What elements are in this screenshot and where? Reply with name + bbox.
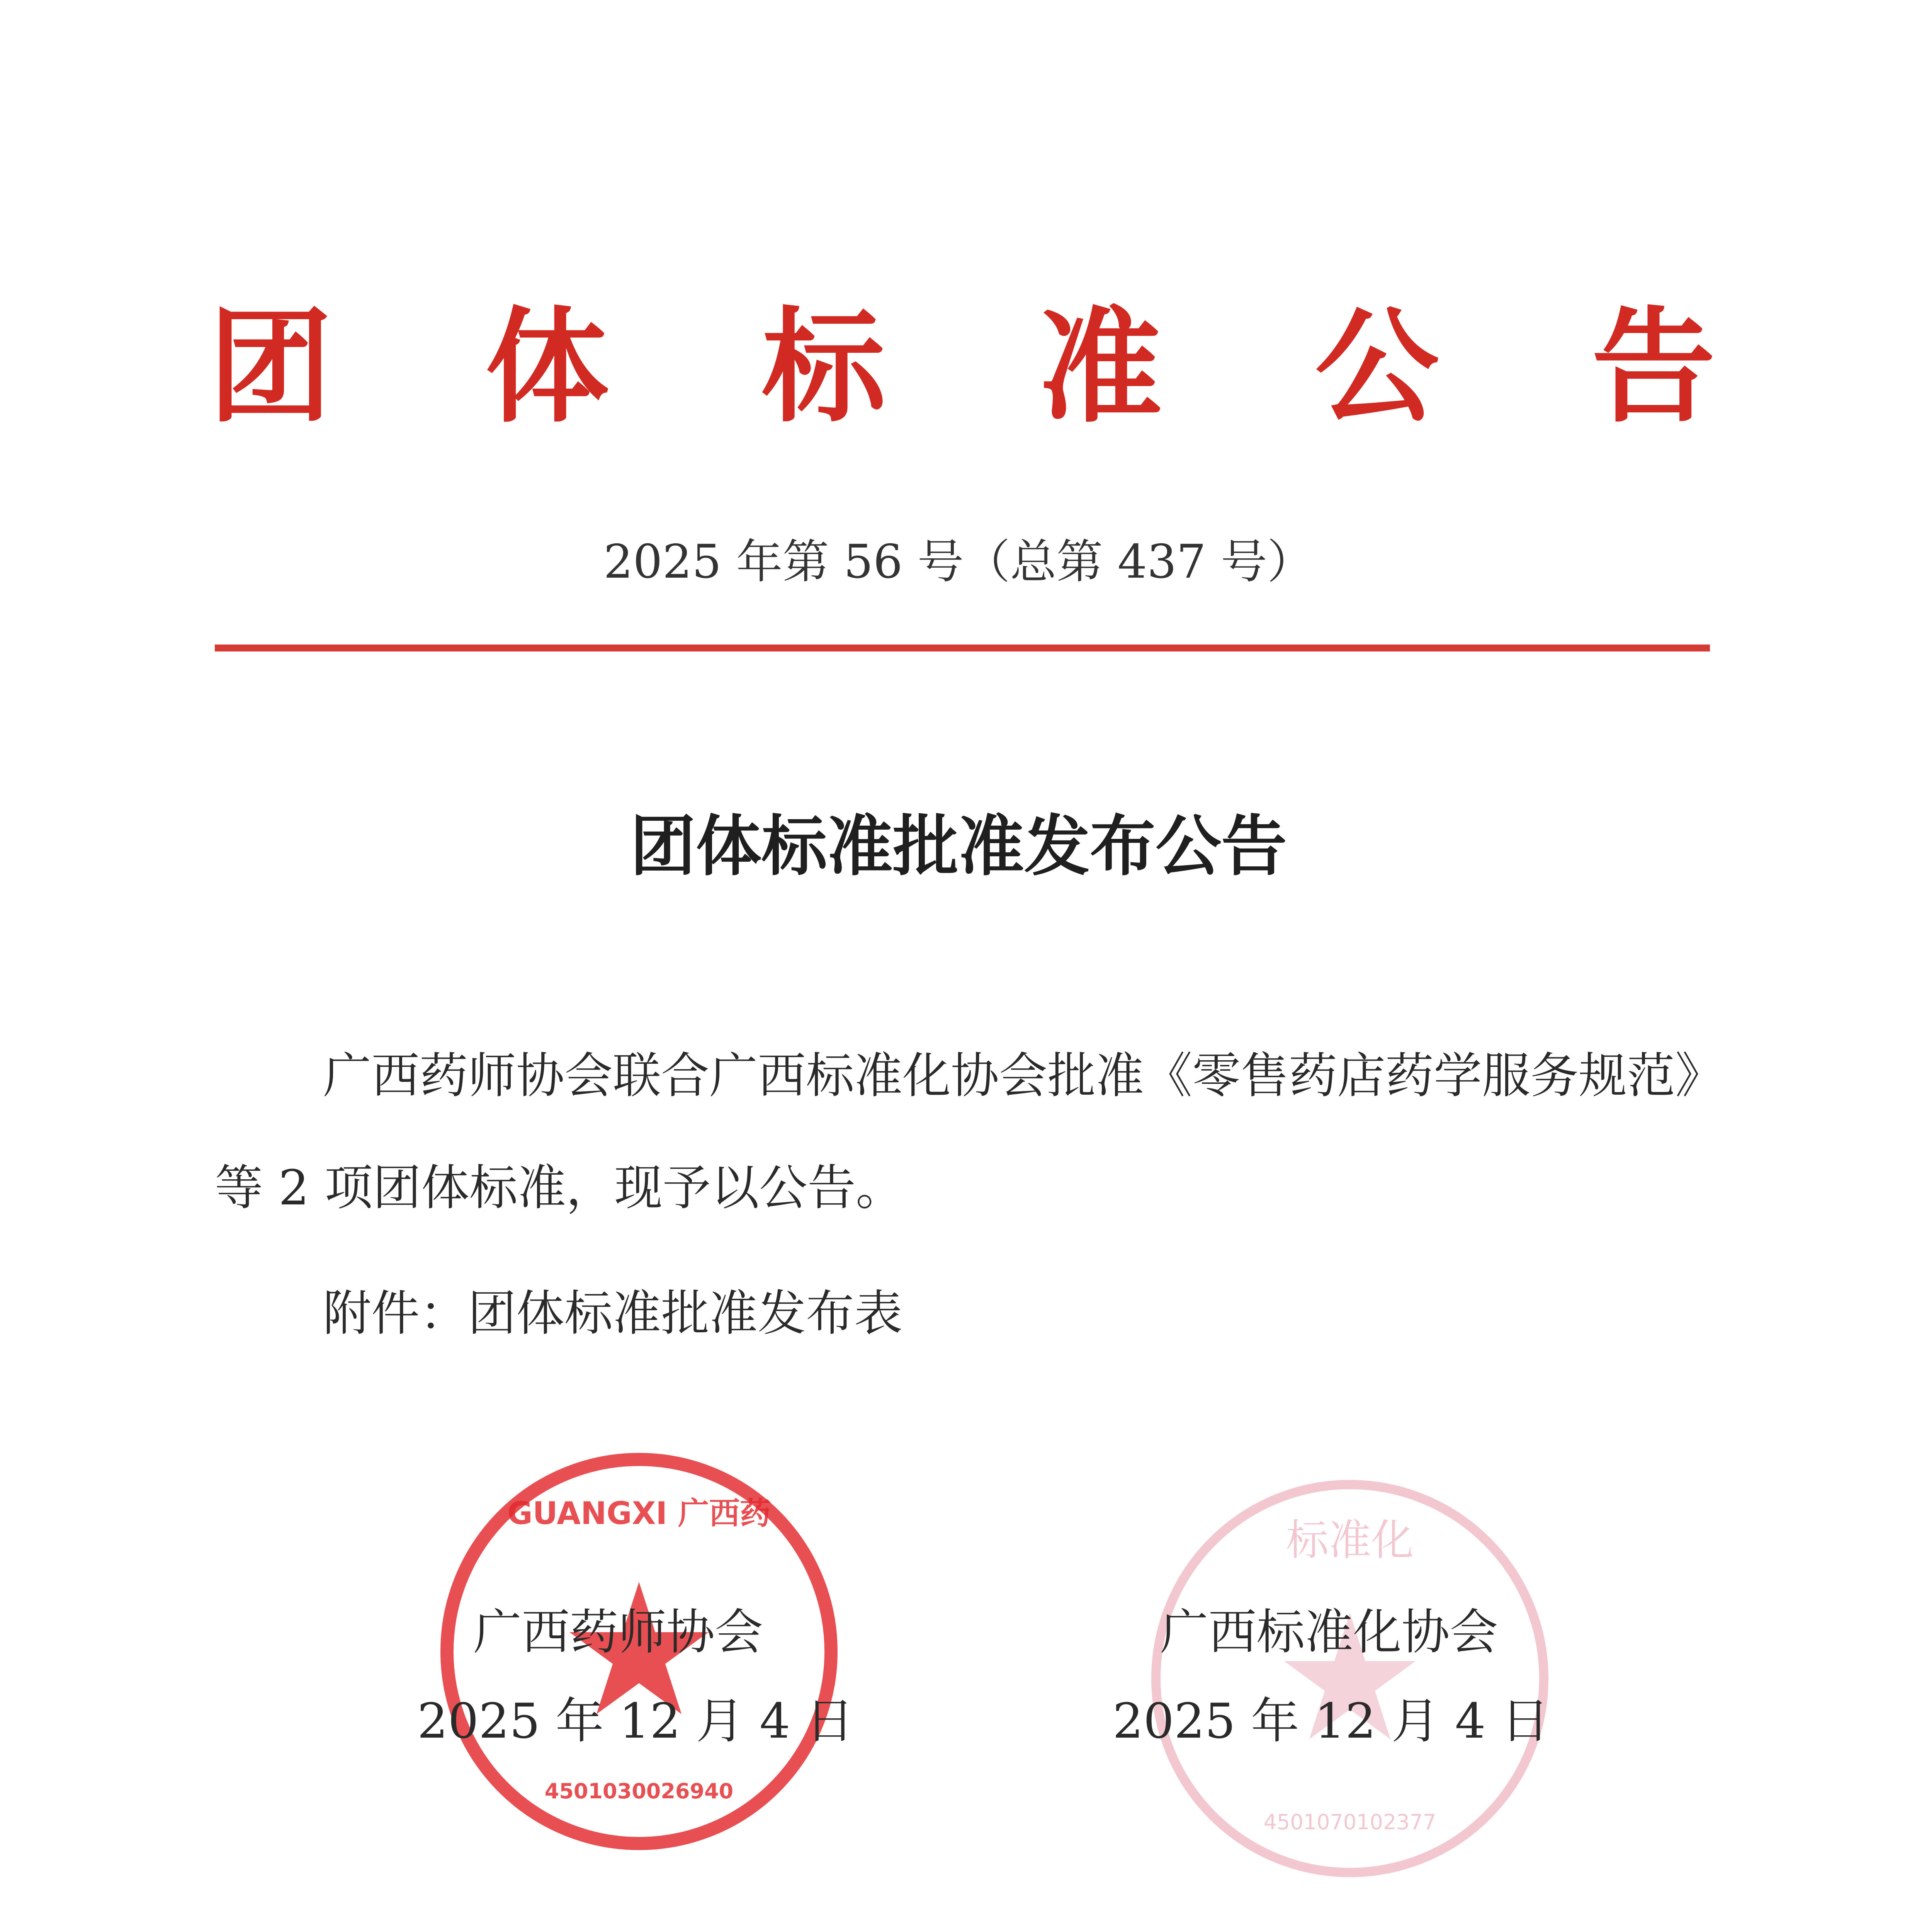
svg-text:标准化: 标准化 bbox=[1286, 1515, 1414, 1565]
masthead-char: 标 bbox=[762, 294, 885, 439]
masthead-char: 告 bbox=[1592, 294, 1715, 439]
masthead-char: 团 bbox=[209, 294, 332, 439]
svg-text:4501030026940: 4501030026940 bbox=[544, 1779, 734, 1803]
masthead-char: 准 bbox=[1038, 294, 1162, 439]
signature-org: 广西标准化协会 bbox=[1160, 1604, 1498, 1660]
masthead-char: 体 bbox=[485, 294, 609, 439]
signature-date: 2025 年 12 月 4 日 bbox=[417, 1693, 854, 1749]
document-number: 2025 年第 56 号（总第 437 号） bbox=[603, 535, 1314, 589]
svg-text:4501070102377: 4501070102377 bbox=[1263, 1810, 1436, 1834]
body-paragraph: 广西药师协会联合广西标准化协会批准《零售药店药学服务规范》等 2 项团体标准，现予以公告。 bbox=[215, 1048, 1699, 1216]
attachment-line: 附件：团体标准批准发布表 bbox=[323, 1286, 902, 1342]
signature-date: 2025 年 12 月 4 日 bbox=[1113, 1693, 1550, 1749]
masthead-char: 公 bbox=[1315, 294, 1439, 439]
signature-org: 广西药师协会 bbox=[473, 1604, 763, 1660]
masthead bbox=[209, 294, 1715, 439]
signature-block-1 bbox=[417, 1588, 854, 1766]
svg-text:GUANGXI 广西药: GUANGXI 广西药 bbox=[507, 1495, 771, 1531]
signature-block-2 bbox=[1113, 1588, 1550, 1766]
document-title: 团体标准批准发布公告 bbox=[630, 808, 1287, 885]
red-divider bbox=[215, 645, 1710, 651]
